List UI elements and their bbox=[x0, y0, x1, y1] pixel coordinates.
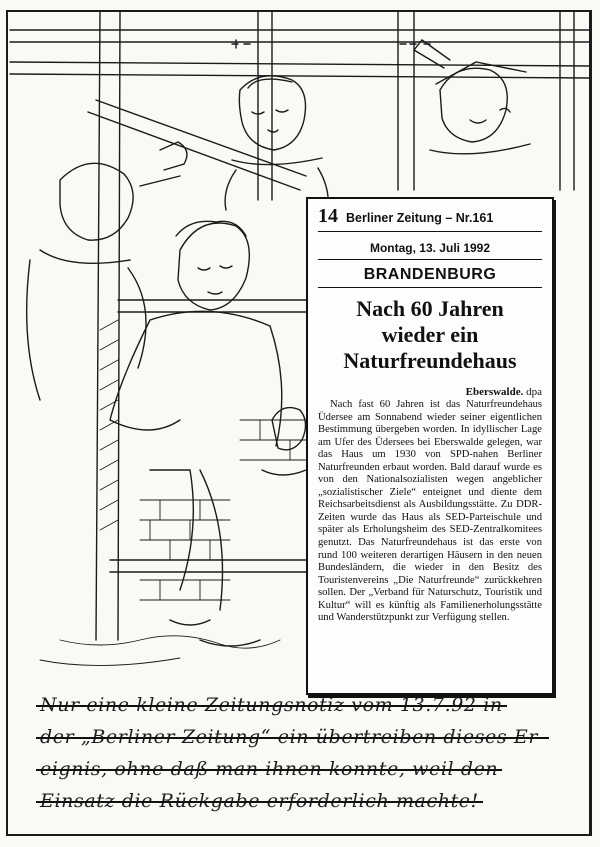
dateline-place: Eberswalde. bbox=[465, 386, 524, 398]
handwritten-line-2 bbox=[40, 726, 545, 748]
handwritten-line-4 bbox=[40, 790, 479, 812]
strikethrough-line bbox=[36, 769, 502, 771]
strikethrough-line bbox=[36, 801, 483, 803]
clipping-masthead bbox=[318, 205, 542, 232]
handwritten-line-4-text: Einsatz die Rückgabe erforderlich machte! bbox=[40, 790, 479, 812]
article-dateline bbox=[318, 386, 542, 399]
newspaper-clipping bbox=[306, 197, 554, 695]
issue-date: Montag, 13. Juli 1992 bbox=[318, 241, 542, 260]
handwritten-line-3-text: eignis, ohne daß man ihnen konnte, weil den bbox=[40, 758, 499, 780]
strikethrough-line bbox=[36, 737, 549, 739]
strikethrough-line bbox=[36, 705, 507, 707]
page-number: 14 bbox=[318, 205, 338, 227]
headline-line-3: Naturfreundehaus bbox=[343, 348, 517, 373]
section-title: BRANDENBURG bbox=[318, 266, 542, 288]
handwritten-line-1-text: Nur eine kleine Zeitungsnotiz vom 13.7.92 in bbox=[40, 694, 503, 716]
newspaper-name: Berliner Zeitung – Nr.161 bbox=[346, 211, 494, 225]
article-body: Nach fast 60 Jahren ist das Naturfreundehaus Üdersee am Sonnabend wieder seiner eigentlichen Bestimmung übergeben worden. In idyllischer Lage am Ufer des Üdersees bei Eberswalde gelegen, war das Haus um 1930 von SPD-nahen Berliner Naturfreunden erbaut worden. Bald darauf wurde es von den Nationalsozialisten wegen angeblicher „sozialistischer Ziele“ enteignet und diente dem Reichsarbeitsdienst als Ausbildungsstätte. Zu DDR-Zeiten wurde das Haus als SED-Parteischule und später als Erholungsheim des SED-Zentralkomitees genutzt. Das Naturfreundehaus ist das erste von rund 100 weiteren derartigen Häusern in den neuen Bundesländern, die wieder in den Besitz des Touristenvereins „Die Naturfreunde“ zurückkehren sollen. Der „Verband für Naturschutz, Touristik und Kultur“ will es künftig als Familienerholungsstätte und Wanderstützpunkt zur Verfügung stellen. bbox=[318, 399, 542, 624]
handwritten-line-3 bbox=[40, 758, 498, 780]
handwritten-note bbox=[40, 690, 580, 830]
handwritten-line-2-text: der „Berliner Zeitung“ ein übertreiben dieses Er- bbox=[40, 726, 546, 748]
headline-line-2: wieder ein bbox=[381, 322, 479, 347]
handwritten-line-1 bbox=[40, 694, 503, 716]
headline-line-1: Nach 60 Jahren bbox=[356, 296, 504, 321]
article-headline bbox=[318, 296, 542, 374]
dateline-agency: dpa bbox=[526, 386, 542, 398]
